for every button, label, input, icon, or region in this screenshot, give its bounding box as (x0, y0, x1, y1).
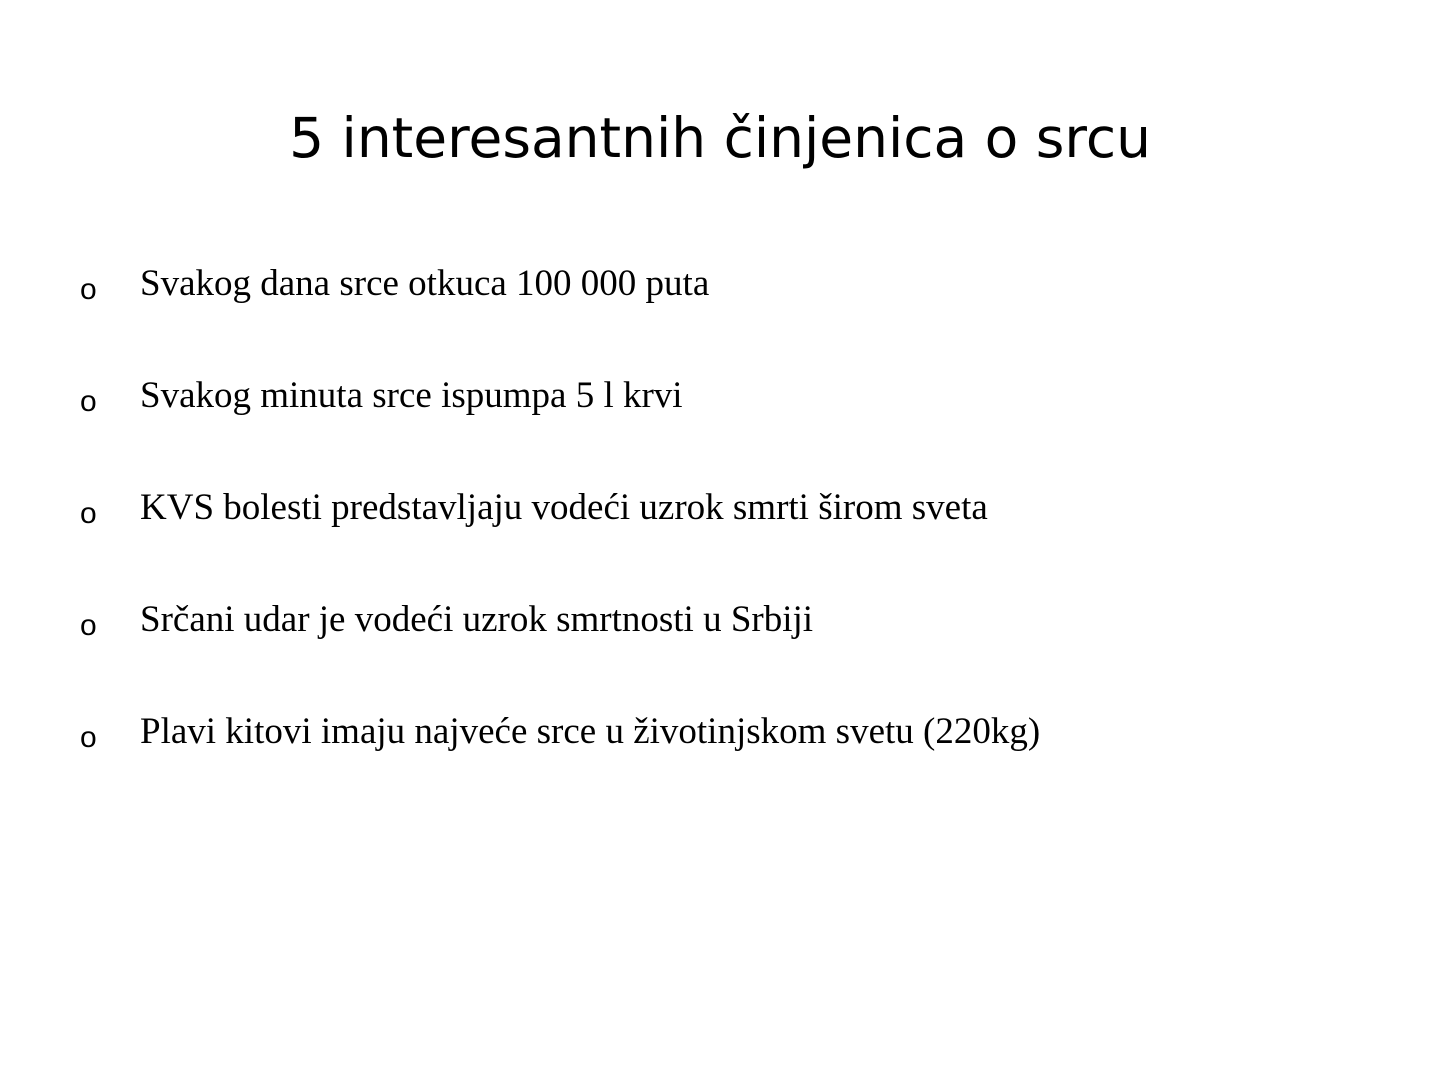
bullet-item (80, 594, 1380, 646)
bullet-item (80, 370, 1380, 422)
bullet-text: Srčani udar je vodeći uzrok smrtnosti u Srbiji (140, 599, 814, 640)
bullet-text: KVS bolesti predstavljaju vodeći uzrok smrti širom sveta (140, 487, 988, 528)
bullet-marker-icon: o (80, 497, 97, 530)
bullet-marker-icon: o (80, 273, 97, 306)
bullet-marker-icon: o (80, 609, 97, 642)
bullet-text: Svakog minuta srce ispumpa 5 l krvi (140, 375, 683, 416)
bullet-text: Plavi kitovi imaju najveće srce u životinjskom svetu (220kg) (140, 711, 1041, 752)
bullet-item (80, 482, 1380, 534)
bullet-item (80, 706, 1380, 758)
bullet-item (80, 258, 1380, 310)
bullet-marker-icon: o (80, 385, 97, 418)
bullet-marker-icon: o (80, 721, 97, 754)
slide-title: 5 interesantnih činjenica o srcu (289, 106, 1151, 170)
bullet-text: Svakog dana srce otkuca 100 000 puta (140, 263, 710, 304)
